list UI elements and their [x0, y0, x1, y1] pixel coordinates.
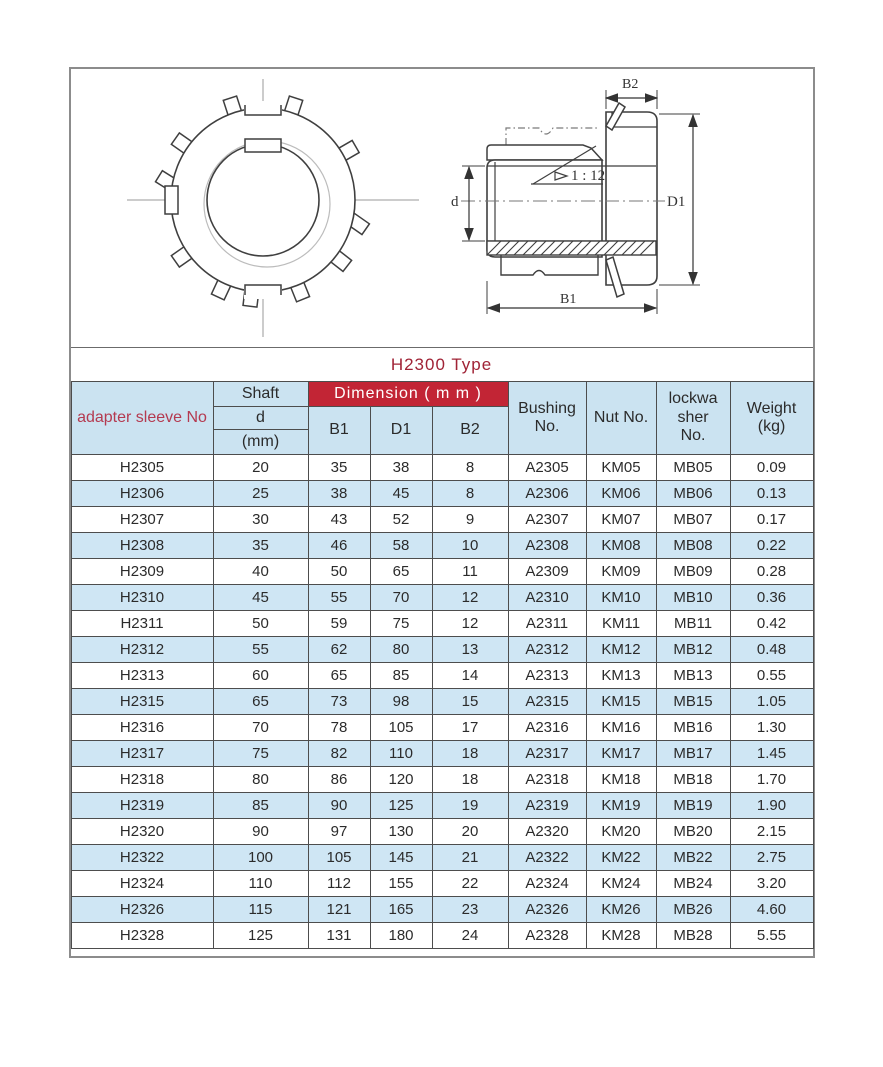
table-row — [71, 819, 813, 845]
table-row — [71, 507, 813, 533]
lockwasher-no-cell: MB18 — [656, 767, 730, 793]
b1-cell: 105 — [308, 845, 370, 871]
b2-cell: 14 — [432, 663, 508, 689]
b1-cell: 43 — [308, 507, 370, 533]
adapter-no-cell: H2317 — [71, 741, 213, 767]
shaft-d-cell: 125 — [213, 923, 308, 949]
weight-cell: 0.09 — [730, 455, 813, 481]
lockwasher-no-cell: MB13 — [656, 663, 730, 689]
nut-no-cell: KM11 — [586, 611, 656, 637]
b1-cell: 65 — [308, 663, 370, 689]
adapter-no-cell: H2319 — [71, 793, 213, 819]
lockwasher-no-cell: MB15 — [656, 689, 730, 715]
b1-cell: 50 — [308, 559, 370, 585]
adapter-no-cell: H2309 — [71, 559, 213, 585]
shaft-d-cell: 115 — [213, 897, 308, 923]
b2-cell: 10 — [432, 533, 508, 559]
spec-table-body — [71, 455, 813, 949]
lockwasher-no-cell: MB08 — [656, 533, 730, 559]
b1-cell: 121 — [308, 897, 370, 923]
lockwasher-front-view-drawing — [113, 69, 433, 347]
b1-dim-label: B1 — [559, 292, 576, 307]
header-shaft-mm: (mm) — [213, 430, 308, 455]
header-lockwasher-no — [656, 382, 730, 455]
header-dimension-mm: Dimension ( m m ) — [308, 382, 508, 407]
lockwasher-no-cell: MB28 — [656, 923, 730, 949]
header-adapter-sleeve-no: adapter sleeve No — [71, 382, 213, 455]
b1-cell: 131 — [308, 923, 370, 949]
b1-cell: 62 — [308, 637, 370, 663]
shaft-d-cell: 50 — [213, 611, 308, 637]
b2-cell: 19 — [432, 793, 508, 819]
b1-cell: 55 — [308, 585, 370, 611]
b1-cell: 82 — [308, 741, 370, 767]
nut-no-cell: KM09 — [586, 559, 656, 585]
table-row — [71, 923, 813, 949]
weight-cell: 0.48 — [730, 637, 813, 663]
bushing-no-cell: A2307 — [508, 507, 586, 533]
bushing-no-cell: A2313 — [508, 663, 586, 689]
lockwasher-no-cell: MB05 — [656, 455, 730, 481]
table-row — [71, 767, 813, 793]
weight-cell: 3.20 — [730, 871, 813, 897]
bushing-no-cell: A2306 — [508, 481, 586, 507]
b2-cell: 17 — [432, 715, 508, 741]
shaft-d-cell: 25 — [213, 481, 308, 507]
bushing-no-cell: A2317 — [508, 741, 586, 767]
weight-cell: 0.55 — [730, 663, 813, 689]
table-row — [71, 845, 813, 871]
b2-cell: 12 — [432, 611, 508, 637]
d1-cell: 125 — [370, 793, 432, 819]
adapter-no-cell: H2328 — [71, 923, 213, 949]
bushing-no-cell: A2318 — [508, 767, 586, 793]
b2-cell: 12 — [432, 585, 508, 611]
weight-cell: 1.90 — [730, 793, 813, 819]
shaft-d-cell: 35 — [213, 533, 308, 559]
lockwasher-no-cell: MB26 — [656, 897, 730, 923]
shaft-d-cell: 65 — [213, 689, 308, 715]
shaft-d-cell: 60 — [213, 663, 308, 689]
adapter-no-cell: H2306 — [71, 481, 213, 507]
table-row — [71, 663, 813, 689]
b2-cell: 18 — [432, 767, 508, 793]
b1-cell: 38 — [308, 481, 370, 507]
adapter-no-cell: H2315 — [71, 689, 213, 715]
nut-no-cell: KM16 — [586, 715, 656, 741]
weight-cell: 0.42 — [730, 611, 813, 637]
table-row — [71, 871, 813, 897]
shaft-d-cell: 80 — [213, 767, 308, 793]
adapter-no-cell: H2316 — [71, 715, 213, 741]
bushing-no-cell: A2328 — [508, 923, 586, 949]
shaft-d-cell: 100 — [213, 845, 308, 871]
table-row — [71, 481, 813, 507]
d1-cell: 52 — [370, 507, 432, 533]
b1-cell: 90 — [308, 793, 370, 819]
bushing-no-cell: A2319 — [508, 793, 586, 819]
shaft-d-cell: 20 — [213, 455, 308, 481]
shaft-d-cell: 70 — [213, 715, 308, 741]
weight-cell: 1.45 — [730, 741, 813, 767]
table-row — [71, 741, 813, 767]
table-row — [71, 559, 813, 585]
lockwasher-no-cell: MB17 — [656, 741, 730, 767]
adapter-no-cell: H2324 — [71, 871, 213, 897]
b2-cell: 8 — [432, 481, 508, 507]
weight-cell: 1.30 — [730, 715, 813, 741]
d1-cell: 58 — [370, 533, 432, 559]
adapter-no-cell: H2320 — [71, 819, 213, 845]
nut-no-cell: KM24 — [586, 871, 656, 897]
adapter-no-cell: H2311 — [71, 611, 213, 637]
nut-no-cell: KM08 — [586, 533, 656, 559]
table-row — [71, 585, 813, 611]
adapter-no-cell: H2313 — [71, 663, 213, 689]
b1-cell: 78 — [308, 715, 370, 741]
weight-cell: 2.75 — [730, 845, 813, 871]
b2-cell: 11 — [432, 559, 508, 585]
table-row — [71, 897, 813, 923]
nut-no-cell: KM19 — [586, 793, 656, 819]
bushing-no-cell: A2310 — [508, 585, 586, 611]
table-title: H2300 Type — [71, 347, 813, 381]
bushing-no-cell: A2311 — [508, 611, 586, 637]
header-shaft: Shaft — [213, 382, 308, 407]
d1-cell: 110 — [370, 741, 432, 767]
table-row — [71, 455, 813, 481]
nut-no-cell: KM26 — [586, 897, 656, 923]
d1-cell: 38 — [370, 455, 432, 481]
lockwasher-no-cell: MB20 — [656, 819, 730, 845]
weight-cell: 0.13 — [730, 481, 813, 507]
b1-cell: 86 — [308, 767, 370, 793]
adapter-sleeve-section-drawing — [433, 69, 813, 347]
bushing-no-cell: A2308 — [508, 533, 586, 559]
weight-cell: 5.55 — [730, 923, 813, 949]
d1-cell: 120 — [370, 767, 432, 793]
nut-no-cell: KM17 — [586, 741, 656, 767]
d-dim-label: d — [450, 194, 458, 210]
weight-cell: 2.15 — [730, 819, 813, 845]
shaft-d-cell: 45 — [213, 585, 308, 611]
bushing-no-cell: A2322 — [508, 845, 586, 871]
bushing-no-cell: A2315 — [508, 689, 586, 715]
taper-ratio-label: 1 : 12 — [570, 168, 605, 184]
shaft-d-cell: 30 — [213, 507, 308, 533]
lockwasher-no-cell: MB19 — [656, 793, 730, 819]
adapter-no-cell: H2326 — [71, 897, 213, 923]
header-lockwasher-no-text: lockwa sher No. — [668, 390, 718, 445]
d1-cell: 98 — [370, 689, 432, 715]
weight-cell: 1.05 — [730, 689, 813, 715]
shaft-d-cell: 90 — [213, 819, 308, 845]
d1-cell: 65 — [370, 559, 432, 585]
b2-dim-label: B2 — [621, 77, 638, 92]
table-row — [71, 689, 813, 715]
shaft-d-cell: 85 — [213, 793, 308, 819]
b1-cell: 112 — [308, 871, 370, 897]
header-b1: B1 — [308, 407, 370, 455]
d1-dim-label: D1 — [666, 194, 685, 210]
d1-cell: 80 — [370, 637, 432, 663]
nut-no-cell: KM06 — [586, 481, 656, 507]
table-row — [71, 611, 813, 637]
b2-cell: 22 — [432, 871, 508, 897]
shaft-d-cell: 75 — [213, 741, 308, 767]
weight-cell: 0.28 — [730, 559, 813, 585]
nut-no-cell: KM07 — [586, 507, 656, 533]
b2-cell: 24 — [432, 923, 508, 949]
lockwasher-no-cell: MB12 — [656, 637, 730, 663]
weight-cell: 4.60 — [730, 897, 813, 923]
b1-cell: 73 — [308, 689, 370, 715]
nut-no-cell: KM20 — [586, 819, 656, 845]
table-row — [71, 533, 813, 559]
header-weight-kg: Weight (kg) — [730, 382, 813, 455]
d1-cell: 85 — [370, 663, 432, 689]
bushing-no-cell: A2324 — [508, 871, 586, 897]
lockwasher-no-cell: MB16 — [656, 715, 730, 741]
b2-cell: 23 — [432, 897, 508, 923]
nut-no-cell: KM12 — [586, 637, 656, 663]
b2-cell: 9 — [432, 507, 508, 533]
adapter-no-cell: H2310 — [71, 585, 213, 611]
nut-no-cell: KM13 — [586, 663, 656, 689]
d1-cell: 75 — [370, 611, 432, 637]
b1-cell: 59 — [308, 611, 370, 637]
nut-no-cell: KM18 — [586, 767, 656, 793]
bushing-no-cell: A2305 — [508, 455, 586, 481]
b2-cell: 18 — [432, 741, 508, 767]
b1-cell: 35 — [308, 455, 370, 481]
table-row — [71, 637, 813, 663]
d1-cell: 180 — [370, 923, 432, 949]
spec-table — [71, 381, 814, 949]
bushing-no-cell: A2309 — [508, 559, 586, 585]
d1-cell: 105 — [370, 715, 432, 741]
table-row — [71, 793, 813, 819]
bushing-no-cell: A2320 — [508, 819, 586, 845]
header-nut-no: Nut No. — [586, 382, 656, 455]
weight-cell: 0.36 — [730, 585, 813, 611]
weight-cell: 1.70 — [730, 767, 813, 793]
nut-no-cell: KM05 — [586, 455, 656, 481]
d1-cell: 165 — [370, 897, 432, 923]
lockwasher-no-cell: MB07 — [656, 507, 730, 533]
nut-no-cell: KM10 — [586, 585, 656, 611]
lockwasher-no-cell: MB10 — [656, 585, 730, 611]
d1-cell: 70 — [370, 585, 432, 611]
nut-no-cell: KM22 — [586, 845, 656, 871]
bushing-no-cell: A2312 — [508, 637, 586, 663]
bushing-no-cell: A2316 — [508, 715, 586, 741]
lockwasher-no-cell: MB11 — [656, 611, 730, 637]
adapter-no-cell: H2305 — [71, 455, 213, 481]
d1-cell: 145 — [370, 845, 432, 871]
d1-cell: 155 — [370, 871, 432, 897]
b2-cell: 15 — [432, 689, 508, 715]
adapter-no-cell: H2307 — [71, 507, 213, 533]
header-d1: D1 — [370, 407, 432, 455]
b1-cell: 46 — [308, 533, 370, 559]
nut-no-cell: KM15 — [586, 689, 656, 715]
b2-cell: 8 — [432, 455, 508, 481]
d1-cell: 130 — [370, 819, 432, 845]
shaft-d-cell: 110 — [213, 871, 308, 897]
nut-no-cell: KM28 — [586, 923, 656, 949]
lockwasher-no-cell: MB09 — [656, 559, 730, 585]
weight-cell: 0.17 — [730, 507, 813, 533]
header-bushing-no: Bushing No. — [508, 382, 586, 455]
header-shaft-d: d — [213, 407, 308, 430]
lockwasher-no-cell: MB24 — [656, 871, 730, 897]
spec-sheet — [69, 67, 815, 958]
b1-cell: 97 — [308, 819, 370, 845]
weight-cell: 0.22 — [730, 533, 813, 559]
d1-cell: 45 — [370, 481, 432, 507]
adapter-no-cell: H2312 — [71, 637, 213, 663]
bushing-no-cell: A2326 — [508, 897, 586, 923]
shaft-d-cell: 40 — [213, 559, 308, 585]
technical-drawings — [71, 69, 813, 347]
b2-cell: 20 — [432, 819, 508, 845]
header-b2: B2 — [432, 407, 508, 455]
adapter-no-cell: H2322 — [71, 845, 213, 871]
b2-cell: 13 — [432, 637, 508, 663]
b2-cell: 21 — [432, 845, 508, 871]
adapter-no-cell: H2318 — [71, 767, 213, 793]
lockwasher-no-cell: MB06 — [656, 481, 730, 507]
lockwasher-no-cell: MB22 — [656, 845, 730, 871]
table-row — [71, 715, 813, 741]
adapter-no-cell: H2308 — [71, 533, 213, 559]
shaft-d-cell: 55 — [213, 637, 308, 663]
